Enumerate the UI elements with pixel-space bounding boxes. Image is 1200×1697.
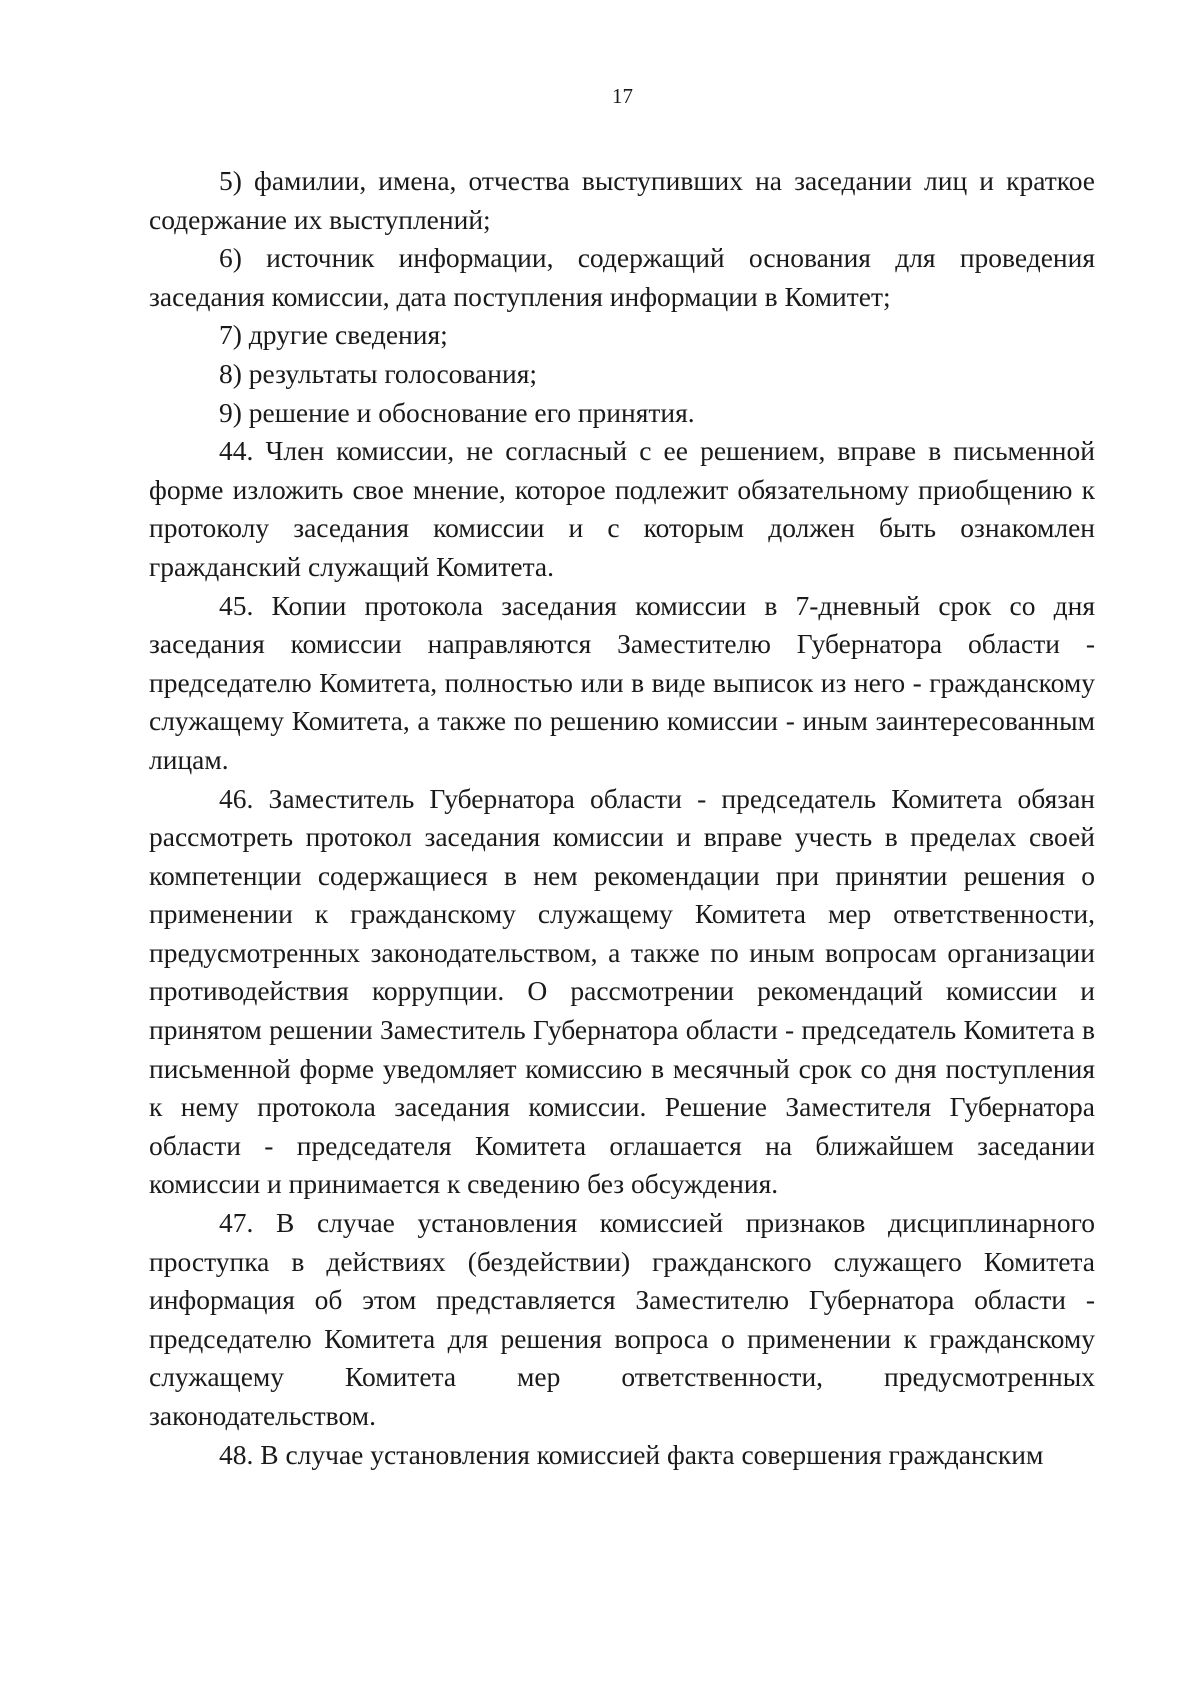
list-item-6: 6) источник информации, содержащий основания для проведения заседания комиссии, дата поступления информации в Комитет;	[149, 242, 1095, 312]
list-item-9: 9) решение и обоснование его принятия.	[219, 396, 695, 428]
list-item-7: 7) другие сведения;	[219, 319, 448, 351]
clause-46: 46. Заместитель Губернатора области - председатель Комитета обязан рассмотреть протокол заседания комиссии и вправе учесть в пределах своей компетенции содержащиеся в нем рекомендации при принятии решения о применении к гражданскому служащему Комитета мер ответственности, предусмотренных законодательством, а также по иным вопросам организации противодействия коррупции. О рассмотрении рекомендаций комиссии и принятом решении Заместитель Губернатора области - председатель Комитета в письменной форме уведомляет комиссию в месячный срок со дня поступления к нему протокола заседания комиссии. Решение Заместителя Губернатора области - председателя Комитета оглашается на ближайшем заседании комиссии и принимается к сведению без обсуждения.	[149, 782, 1095, 1200]
clause-47: 47. В случае установления комиссией признаков дисциплинарного проступка в действиях (бездействии) гражданского служащего Комитета информация об этом представляется Заместителю Губернатора области - председателю Комитета для решения вопроса о применении к гражданскому служащему Комитета мер ответственности, предусмотренных законодательством.	[149, 1207, 1095, 1431]
clause-44: 44. Член комиссии, не согласный с ее решением, вправе в письменной форме изложить свое мнение, которое подлежит обязательному приобщению к протоколу заседания комиссии и с которым должен быть ознакомлен гражданский служащий Комитета.	[149, 435, 1095, 582]
document-body	[149, 162, 1095, 1474]
clause-45: 45. Копии протокола заседания комиссии в 7-дневный срок со дня заседания комиссии направляются Заместителю Губернатора области - председателю Комитета, полностью или в виде выписок из него - гражданскому служащему Комитета, а также по решению комиссии - иным заинтересованным лицам.	[149, 589, 1095, 775]
clause-48: 48. В случае установления комиссией факта совершения гражданским	[219, 1438, 1044, 1470]
list-item-8: 8) результаты голосования;	[219, 357, 537, 389]
list-item-5: 5) фамилии, имена, отчества выступивших на заседании лиц и краткое содержание их выступлений;	[149, 165, 1095, 235]
page-number: 17	[612, 84, 633, 108]
